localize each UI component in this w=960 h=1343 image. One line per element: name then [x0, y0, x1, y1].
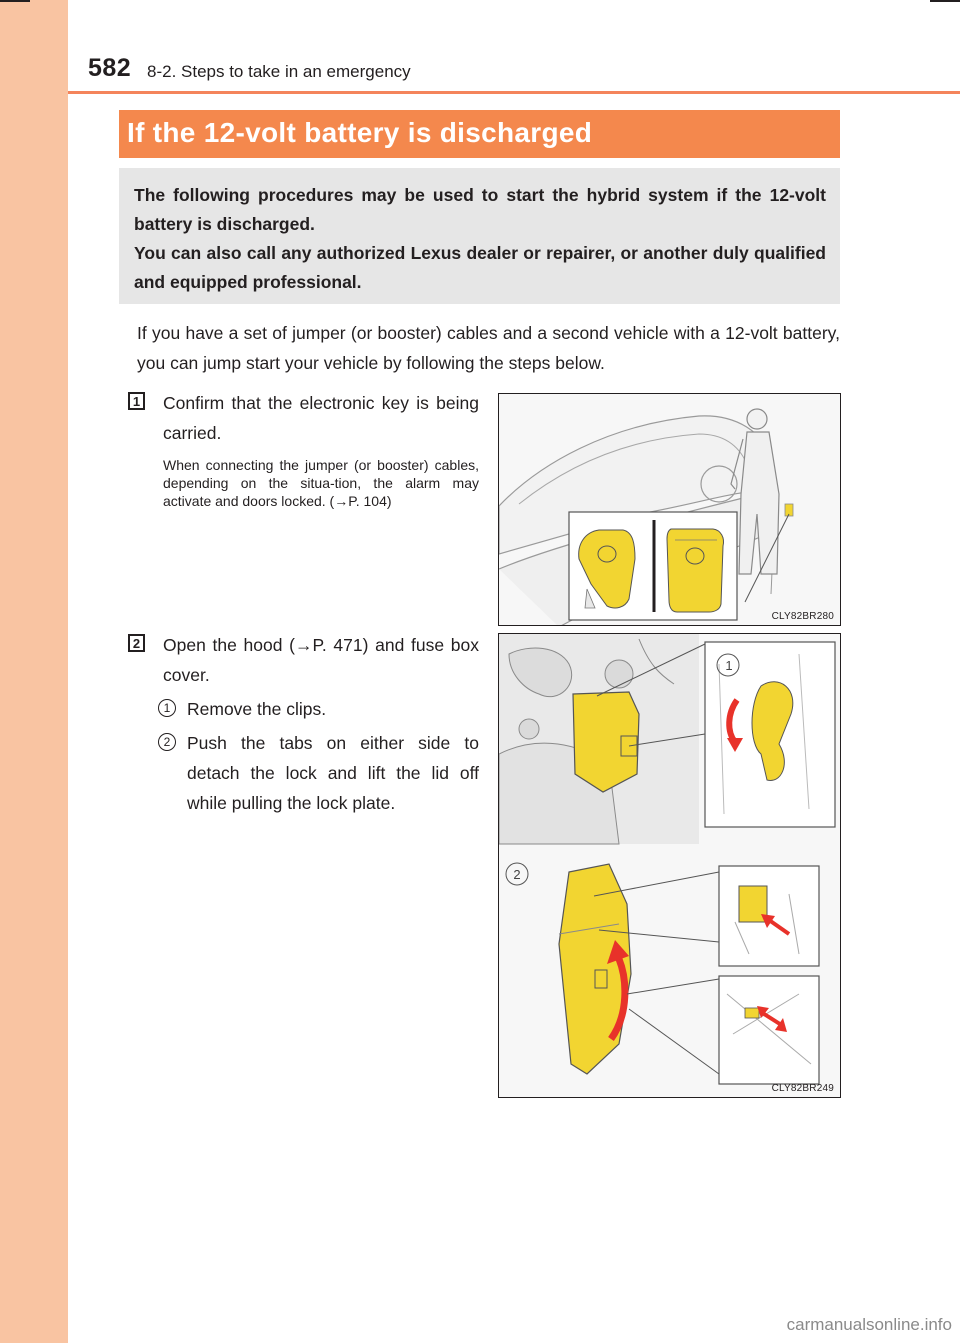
substep-2-text: Push the tabs on either side to detach the lock and lift the lid off while pulling the lock plate. [187, 733, 479, 813]
step-1-text: Confirm that the electronic key is being carried. [163, 393, 479, 443]
car-and-key-illustration [499, 394, 841, 626]
step-2-text: Open the hood (→P. 471) and fuse box cover. [163, 635, 479, 685]
section-title: If the 12-volt battery is discharged [119, 110, 840, 158]
step-2-badge: 2 [128, 634, 145, 652]
body-paragraph: If you have a set of jumper (or booster) cables and a second vehicle with a 12-volt battery, you can jump start your vehicle by following the steps below. [137, 323, 840, 373]
section-reference: 8-2. Steps to take in an emergency [147, 62, 411, 81]
smart-key-front-icon [579, 530, 635, 608]
left-margin-band [0, 0, 68, 1343]
page-number: 582 [88, 54, 132, 82]
engine-bay-illustration [499, 634, 841, 1098]
figure-code: CLY82BR280 [771, 611, 834, 622]
step-1-badge: 1 [128, 392, 145, 410]
substep-1-text: Remove the clips. [187, 699, 327, 719]
smart-key-back-icon [667, 529, 724, 612]
figure-electronic-key [498, 393, 841, 626]
intro-box [119, 168, 840, 304]
intro-line-2: You can also call any authorized Lexus dealer or repairer, or another duly qualified and equipped professional. [134, 243, 826, 292]
header-rule [68, 91, 960, 94]
callout-1: 1 [725, 658, 733, 673]
substep-1-number: 1 [158, 699, 176, 717]
intro-line-1: The following procedures may be used to start the hybrid system if the 12-volt battery is discharged. [134, 185, 826, 234]
crop-mark [930, 0, 960, 2]
step-1-note: When connecting the jumper (or booster) cables, depending on the situa-tion, the alarm may activate and doors locked. (→P. 104) [163, 457, 479, 509]
figure-fuse-box [498, 633, 841, 1098]
watermark: carmanualsonline.info [786, 1315, 952, 1334]
crop-mark [0, 0, 30, 2]
substep-2-number: 2 [158, 733, 176, 751]
figure-code: CLY82BR249 [771, 1083, 834, 1094]
callout-2: 2 [513, 867, 521, 882]
